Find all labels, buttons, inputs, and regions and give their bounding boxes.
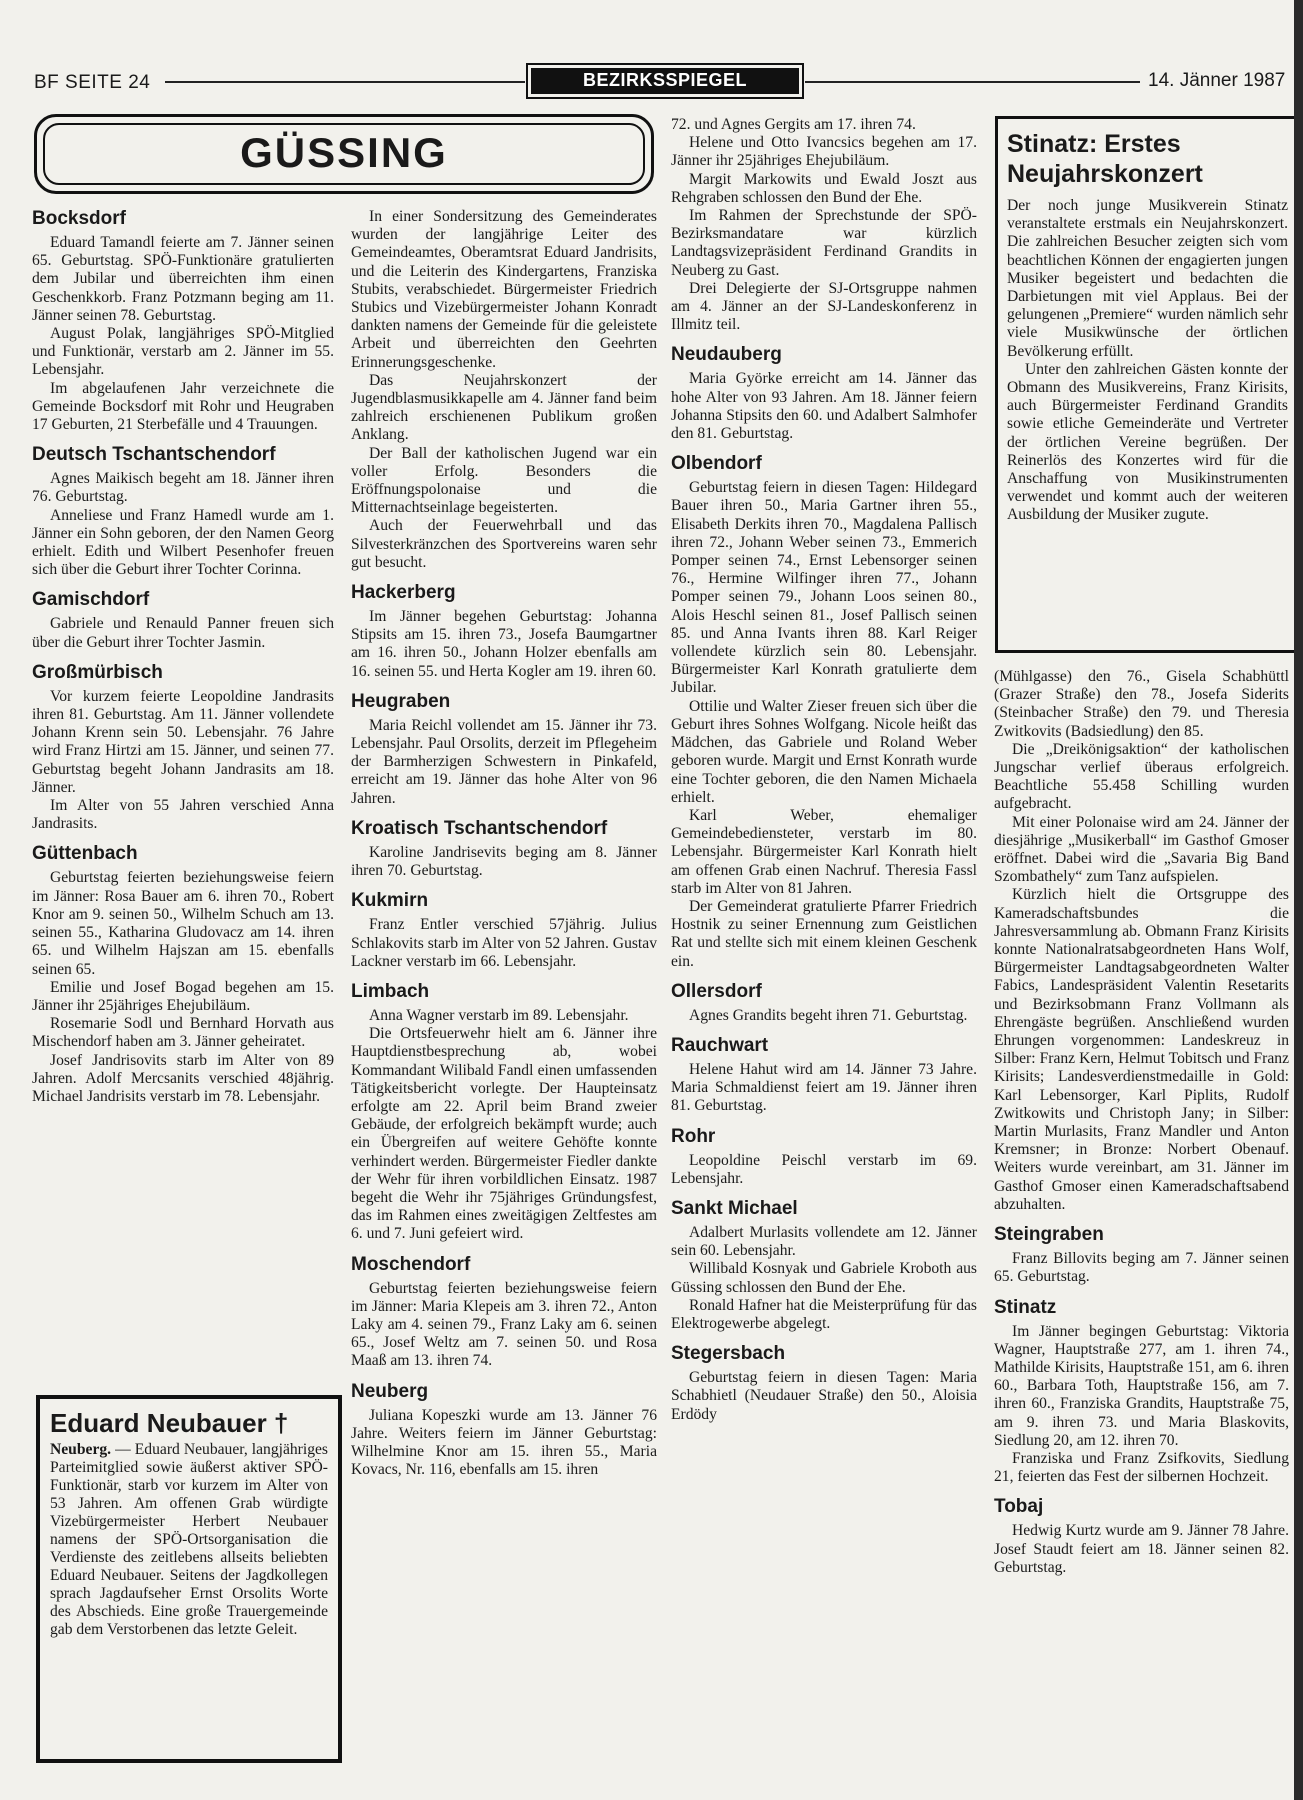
paragraph: Mit einer Polonaise wird am 24. Jänner der diesjährige „Musikerball“ im Gasthof Gmoser eröffnet. Dabei wird die „Savaria Big Band Szombathely“ zum Tanz aufspielen.: [994, 813, 1289, 886]
section-label-box: [526, 63, 804, 99]
sidebar-content: [1007, 129, 1288, 644]
paragraph: Franz Entler verschied 57jährig. Julius Schlakovits starb im Alter von 52 Jahren. Gustav Lackner verstarb im 66. Lebensjahr.: [351, 916, 657, 970]
heading-limbach: Limbach: [351, 980, 430, 1002]
heading-rauchwart: Rauchwart: [671, 1034, 769, 1056]
header-rule-left: [165, 81, 525, 83]
obituary-box: [36, 1395, 342, 1763]
heading-deutsch-tschantschendorf: Deutsch Tschantschendorf: [32, 444, 276, 466]
paragraph: Juliana Kopeszki wurde am 13. Jänner 76 Jahre. Weiters feiern im Jänner Geburtstag: Wilhelmine Knor am 15. ihren 55., Maria Kovacs, Nr. 116, ebenfalls am 15. ihren: [351, 1406, 657, 1479]
paragraph: Gabriele und Renauld Panner freuen sich über die Geburt ihrer Tochter Jasmin.: [32, 615, 334, 651]
column-2: [351, 208, 657, 1479]
paragraph: Im abgelaufenen Jahr verzeichnete die Gemeinde Bocksdorf mit Rohr und Heugraben 17 Geburten, 21 Sterbefälle und 4 Trauungen.: [32, 379, 334, 434]
paragraph: Geburtstag feiern in diesen Tagen: Hildegard Bauer ihren 50., Maria Gartner ihren 55., Elisabeth Derkits ihren 70., Magdalena Pallisch ihren 72., Johann Weber seinen 73., Emmerich Pomper seinen 74., Ernst Lebensorger seinen 76., Hermine Wilfinger ihren 77., Johann Pomper seinen 79., Johann Loos seinen 80., Alois Heschl seinen 81., Josef Pallisch seinen 85. und Anna Ivants ihren 88. Karl Reiger vollendete kürzlich sein 80. Lebensjahr. Bürgermeister Karl Konrath gratulierte dem Jubilar.: [671, 479, 977, 697]
issue-date: 14. Jänner 1987: [1148, 70, 1286, 91]
column-3: [671, 116, 977, 1424]
page-binding-edge: [1294, 0, 1303, 1800]
paragraph: 72. und Agnes Gergits am 17. ihren 74.: [671, 116, 916, 133]
paragraph: Agnes Maikisch begeht am 18. Jänner ihren 76. Geburtstag.: [32, 470, 334, 506]
heading-sankt-michael: Sankt Michael: [671, 1197, 798, 1219]
heading-ollersdorf: Ollersdorf: [671, 980, 762, 1002]
paragraph: Der Gemeinderat gratulierte Pfarrer Friedrich Hostnik zu seiner Ernennung zum Geistlichen Rat und stellte sich mit einem kleinen Geschenk ein.: [671, 897, 977, 970]
paragraph: Karl Weber, ehemaliger Gemeindebediensteter, verstarb im 80. Lebensjahr. Bürgermeister Karl Konrath hielt am offenen Grab einen Nachruf. Theresia Fassl starb im Alter von 81 Jahren.: [671, 806, 977, 897]
paragraph: Drei Delegierte der SJ-Ortsgruppe nahmen am 4. Jänner an der SJ-Landeskonferenz in Illmitz teil.: [671, 279, 977, 334]
heading-stinatz: Stinatz: [994, 1296, 1057, 1318]
heading-bocksdorf: Bocksdorf: [32, 208, 126, 229]
paragraph: Der Ball der katholischen Jugend war ein voller Erfolg. Besonders die Eröffnungspolonaise und die Mitternachtseinlage begeisterten.: [351, 444, 657, 517]
paragraph: Helene und Otto Ivancsics begehen am 17. Jänner ihr 25jähriges Ehejubiläum.: [671, 134, 977, 170]
paragraph: Maria Reichl vollendet am 15. Jänner ihr 73. Lebensjahr. Paul Orsolits, derzeit im Pflegeheim der Barmherzigen Schwestern in Pinkafeld, erreicht am 19. Jänner das hohe Alter von 96 Jahren.: [351, 716, 657, 807]
heading-olbendorf: Olbendorf: [671, 453, 762, 475]
paragraph: Eduard Tamandl feierte am 7. Jänner seinen 65. Geburtstag. SPÖ-Funktionäre gratulierten dem Jubilar und überreichten ihm einen Geschenkkorb. Franz Potzmann beging am 11. Jänner seinen 78. Geburtstag.: [32, 234, 334, 324]
paragraph: Geburtstag feiern in diesen Tagen: Maria Schabhietl (Neudauer Straße) den 50., Aloisia Erdödy: [671, 1369, 977, 1423]
heading-tobaj: Tobaj: [994, 1496, 1044, 1518]
paragraph: Emilie und Josef Bogad begehen am 15. Jänner ihr 25jähriges Ehejubiläum.: [32, 978, 334, 1014]
heading-heugraben: Heugraben: [351, 690, 451, 712]
heading-moschendorf: Moschendorf: [351, 1253, 471, 1275]
heading-stegersbach: Stegersbach: [671, 1343, 786, 1365]
paragraph: Karoline Jandrisevits beging am 8. Jänner ihren 70. Geburtstag.: [351, 843, 657, 880]
heading-steingraben: Steingraben: [994, 1224, 1104, 1246]
paragraph: Im Rahmen der Sprechstunde der SPÖ-Bezirksmandatare war kürzlich Landtagsvizepräsident Ferdinand Grandits in Neuberg zu Gast.: [671, 207, 977, 279]
paragraph: Agnes Grandits begeht ihren 71. Geburtstag.: [689, 1006, 968, 1024]
paragraph: Im Jänner begingen Geburtstag: Viktoria Wagner, Hauptstraße 277, am 1. ihren 74., Mathilde Kirisits, Hauptstraße 151, am 6. ihren 60., Barbara Toth, Hauptstraße 156, am 7. ihren 60., Franziska Grandits, Hauptstraße 75, am 9. ihren 73. und Maria Blaskovits, Siedlung 20, am 12. ihren 70.: [994, 1322, 1289, 1449]
paragraph: Auch der Feuerwehrball und das Silvesterkränzchen des Sportvereins waren sehr gut besucht.: [351, 517, 657, 571]
paragraph: Ronald Hafner hat die Meisterprüfung für das Elektrogewerbe abgelegt.: [671, 1296, 977, 1332]
paragraph: Franz Billovits beging am 7. Jänner seinen 65. Geburtstag.: [994, 1250, 1289, 1286]
paragraph: August Polak, langjähriges SPÖ-Mitglied und Funktionär, verstarb am 2. Jänner im 55. Lebensjahr.: [32, 325, 334, 379]
paragraph: Die Ortsfeuerwehr hielt am 6. Jänner ihre Hauptdienstbesprechung ab, wobei Kommandant Wilibald Fandl einen umfassenden Tätigkeitsbericht vorlegte. Der Haupteinsatz erfolgte am 22. April beim Brand zweier Gebäude, der erfolgreich bekämpft wurde; auch ein Übergreifen auf weitere Gehöfte konnte verhindert werden. Bürgermeister Fiedler dankte der Wehr für ihren vorbildlichen Einsatz. 1987 begeht die Wehr ihr 75jähriges Gründungsfest, das im Rahmen eines zweitägigen Zeltfestes am 6. und 7. Juni gefeiert wird.: [351, 1025, 657, 1243]
paragraph: Anna Wagner verstarb im 89. Lebensjahr.: [369, 1006, 629, 1024]
paragraph: Das Neujahrskonzert der Jugendblasmusikkapelle am 4. Jänner fand beim zahlreich erschienenen Publikum großen Anklang.: [351, 371, 657, 444]
paragraph: In einer Sondersitzung des Gemeinderates wurden der langjährige Leiter des Gemeindeamtes, Oberamtsrat Eduard Jandrisits, und die Leiterin des Kindergartens, Franziska Stubits, verabschiedet. Bürgermeister Friedrich Stubics und Vizebürgermeister Johann Konradt dankten namens der Gemeinde für die geleistete Arbeit und überreichten den Geehrten Erinnerungsgeschenke.: [351, 208, 657, 371]
heading-kroatisch-tschantschendorf: Kroatisch Tschantschendorf: [351, 817, 608, 839]
paragraph: Der noch junge Musikverein Stinatz veranstaltete erstmals ein Neujahrskonzert. Die zahlreichen Besucher zeigten sich vom beachtlichen Können der engagierten jungen Musiker begeistert und bedachten die Darbietungen mit viel Applaus. Bei der gelungenen „Premiere“ wurden nämlich sehr viele Musikwünsche der örtlichen Bevölkerung erfüllt.: [1007, 197, 1288, 360]
sidebar-box: [995, 116, 1294, 653]
heading-hackerberg: Hackerberg: [351, 582, 456, 604]
heading-guettenbach: Güttenbach: [32, 843, 138, 865]
paragraph: Im Alter von 55 Jahren verschied Anna Jandrasits.: [32, 797, 334, 833]
heading-kukmirn: Kukmirn: [351, 890, 429, 912]
obituary-body: — Eduard Neubauer, langjähriges Parteimitglied sowie äußerst aktiver SPÖ-Funktionär, starb vor kurzem im Alter von 53 Jahren. Am offenen Grab würdigte Vizebürgermeister Herbert Neubauer namens der SPÖ-Ortsorganisation die Verdienste des zeitlebens allseits beliebten Eduard Neubauer. Seitens der Jagdkollegen sprach Jagdaufseher Ernst Orsolits Worte des Abschieds. Eine große Trauergemeinde gab dem Verstorbenen das letzte Geleit.: [50, 1441, 328, 1638]
heading-neuberg: Neuberg: [351, 1380, 429, 1402]
paragraph: Im Jänner begehen Geburtstag: Johanna Stipsits am 15. ihren 73., Josefa Baumgartner am 16. ihren 50., Johann Holzer ebenfalls am 16. seinen 55. und Herta Kogler am 19. ihren 60.: [351, 608, 657, 680]
column-4: [994, 668, 1289, 1577]
paragraph: Vor kurzem feierte Leopoldine Jandrasits ihren 81. Geburtstag. Am 11. Jänner vollendete Johann Krenn sein 50. Lebensjahr. 76 Jahre wird Franz Hirtzi am 15. Jänner, und seinen 77. Geburtstag begeht Johann Jandrasits am 18. Jänner.: [32, 687, 334, 796]
region-banner: [34, 114, 654, 194]
heading-grossmuerbisch: Großmürbisch: [32, 661, 163, 683]
paragraph: (Mühlgasse) den 76., Gisela Schabhüttl (Grazer Straße) den 78., Josefa Siderits (Steinbacher Straße) den 79. und Theresia Zwitkovits (Badsiedlung) den 85.: [994, 668, 1289, 740]
header-rule-right: [805, 81, 1140, 83]
obituary-content: [50, 1409, 328, 1751]
region-title: GÜSSING: [43, 123, 645, 185]
paragraph: Geburtstag feierten beziehungsweise feiern im Jänner: Rosa Bauer am 6. ihren 70., Robert Knor am 9. seinen 50., Wilhelm Schuch am 13. seinen 55., Katharina Gludovacz am 14. ihren 65. und Wilhelm Hajszan am 15. ebenfalls seinen 65.: [32, 869, 334, 978]
paragraph: Geburtstag feierten beziehungsweise feiern im Jänner: Maria Klepeis am 3. ihren 72., Anton Laky am 4. seinen 79., Franz Laky am 6. seinen 65., Josef Weltz am 7. seinen 50. und Rosa Maaß am 13. ihren 74.: [351, 1279, 657, 1370]
heading-neudauberg: Neudauberg: [671, 344, 782, 366]
sidebar-title: Stinatz: Erstes Neujahrskonzert: [1007, 130, 1203, 188]
paragraph: Anneliese und Franz Hamedl wurde am 1. Jänner ein Sohn geboren, der den Namen Georg erhielt. Edith und Wilbert Pesenhofer freuen sich über die Geburt ihrer Tochter Corinna.: [32, 506, 334, 579]
paragraph: Helene Hahut wird am 14. Jänner 73 Jahre. Maria Schmaldienst feiert am 19. Jänner ihren 81. Geburtstag.: [671, 1060, 977, 1115]
page-number: BF SEITE 24: [34, 72, 151, 93]
paragraph: Franziska und Franz Zsifkovits, Siedlung 21, feierten das Fest der silbernen Hochzeit.: [994, 1449, 1289, 1486]
obituary-place: Neuberg.: [50, 1441, 112, 1458]
paragraph: Die „Dreikönigsaktion“ der katholischen Jungschar verlief überaus erfolgreich. Beachtliche 55.458 Schilling wurden aufgebracht.: [994, 740, 1289, 813]
column-1: [32, 208, 334, 1106]
paragraph: Rosemarie Sodl und Bernhard Horvath aus Mischendorf haben am 3. Jänner geheiratet.: [32, 1015, 334, 1051]
heading-rohr: Rohr: [671, 1125, 716, 1147]
heading-gamischdorf: Gamischdorf: [32, 589, 150, 611]
paragraph: Willibald Kosnyak und Gabriele Kroboth aus Güssing schlossen den Bund der Ehe.: [671, 1260, 977, 1296]
paragraph: Margit Markowits und Ewald Joszt aus Rehgraben schlossen den Bund der Ehe.: [671, 170, 977, 206]
paragraph: Adalbert Murlasits vollendete am 12. Jänner sein 60. Lebensjahr.: [671, 1223, 977, 1260]
paragraph: Kürzlich hielt die Ortsgruppe des Kameradschaftsbundes die Jahresversammlung ab. Obmann Franz Kirisits konnte Nationalratsabgeordneten Hans Wolf, Bürgermeister Landtagsabgeordneten Walter Fabics, Landespräsident Valentin Resetarits und Bezirksobmann Franz Vollmann als Ehrengäste begrüßen. Anschließend wurden Ehrungen vorgenommen: Landeskreuz in Silber: Franz Kern, Helmut Tobitsch und Franz Kirisits; Landesverdienstmedaille in Gold: Karl Lebensorger, Karl Piplits, Rudolf Zwitkowits und Christoph Jany; in Silber: Martin Murlasits, Franz Mandler und Anton Kremsner; in Bronze: Norbert Obenauf. Weiters wurde vereinbart, am 31. Jänner im Gasthof Gmoser einen Kameradschaftsabend abzuhalten.: [994, 886, 1289, 1213]
paragraph: Ottilie und Walter Zieser freuen sich über die Geburt ihres Sohnes Wolfgang. Nicole heißt das Mädchen, das Gabriele und Roland Weber geboren wurde. Margit und Ernst Konrath wurde eine Tochter geboren, die den Namen Michaela erhielt.: [671, 697, 977, 806]
obituary-text: [50, 1441, 328, 1639]
obituary-title: Eduard Neubauer †: [50, 1408, 289, 1438]
paragraph: Unter den zahlreichen Gästen konnte der Obmann des Musikvereins, Franz Kirisits, auch Bürgermeister Ferdinand Grandits sowie etliche Gemeinderäte und Vertreter der örtlichen Vereine begrüßen. Der Reinerlös des Konzertes wird für die Anschaffung von Musikinstrumenten verwendet und kommt auch der weiteren Ausbildung der Musiker zugute.: [1007, 360, 1288, 524]
paragraph: Hedwig Kurtz wurde am 9. Jänner 78 Jahre. Josef Staudt feiert am 18. Jänner seinen 82. Geburtstag.: [994, 1522, 1289, 1576]
paragraph: Maria Györke erreicht am 14. Jänner das hohe Alter von 93 Jahren. Am 18. Jänner feiern Johanna Stipsits den 60. und Adalbert Salmhofer den 81. Geburtstag.: [671, 370, 977, 443]
paragraph: Leopoldine Peischl verstarb im 69. Lebensjahr.: [671, 1151, 977, 1187]
section-label: BEZIRKSSPIEGEL: [531, 68, 799, 94]
paragraph: Josef Jandrisovits starb im Alter von 89 Jahren. Adolf Mercsanits verschied 48jährig. Michael Jandrisits verstarb im 78. Lebensjahr.: [32, 1051, 334, 1105]
